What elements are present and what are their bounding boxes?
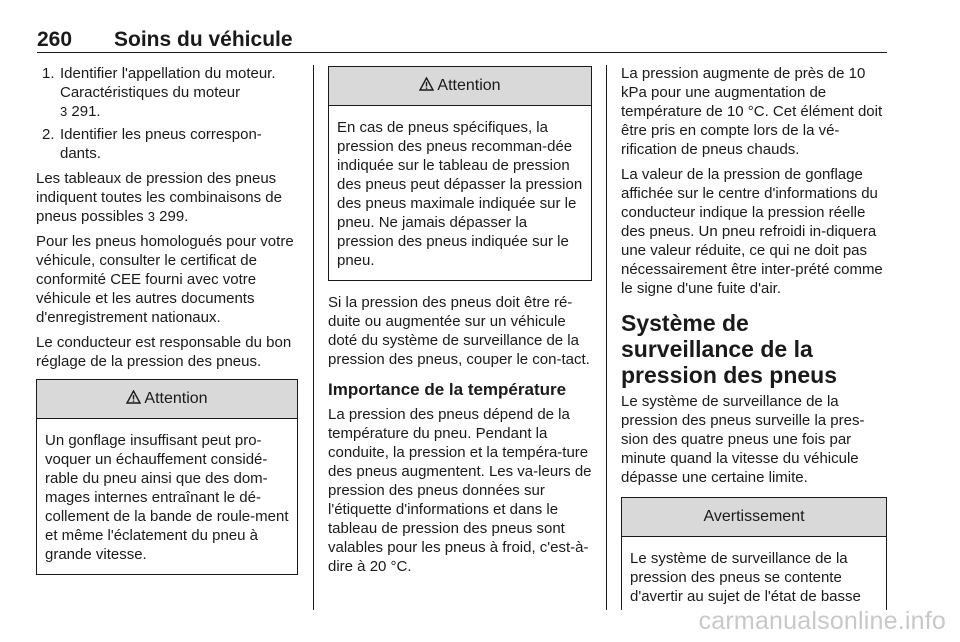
paragraph: La pression des pneus dépend de la température du pneu. Pendant la conduite, la pression et la tempéra-ture des pneus augmentent. Les va-leurs de pression des pneus données sur l'étiquette d'informations et dans le tableau de pression des pneus sont valables pour les pneus à froid, c'est-à-dire à 20 °C. xyxy=(328,406,592,575)
column-2 xyxy=(328,64,592,582)
steps-list xyxy=(36,64,298,163)
attention-box xyxy=(36,379,298,575)
paragraph: La pression augmente de près de 10 kPa pour une augmentation de température de 10 °C. Cet élément doit être pris en compte lors de la vé-rification de pneus chauds. xyxy=(621,65,883,158)
paragraph: La valeur de la pression de gonflage affichée sur le centre d'informations du conducteur indique la pression réelle des pneus. Un pneu refroidi in-diquera une valeur réduite, ce qui ne doit pas nécessairement être inter-prété comme le signe d'une fuite d'air. xyxy=(621,166,883,297)
page-ref-link[interactable]: 291. xyxy=(71,103,101,120)
column-1 xyxy=(36,64,298,587)
attention-box-body: Un gonflage insuffisant peut pro-voquer un échauffement considé-rable du pneu ainsi que des dom-mages internes entraînant le dé-collement de la bande de roule-ment et même l'éclatement du pneu à grande vitesse. xyxy=(45,432,289,563)
attention-box-header: Attention xyxy=(37,380,297,419)
avertissement-box-header: Avertissement xyxy=(622,498,886,537)
attention-box-header: Attention xyxy=(329,67,591,106)
warning-triangle-icon xyxy=(126,390,141,404)
column-divider-2 xyxy=(606,65,607,610)
paragraph: Le conducteur est responsable du bon réglage de la pression des pneus. xyxy=(36,334,292,370)
list-item: 2. Identifier les pneus correspon-dants. xyxy=(42,126,262,162)
list-item: 1. Identifier l'appellation du moteur. Caractéristiques du moteur 3 291. xyxy=(42,65,276,120)
page-ref-link[interactable]: 299. xyxy=(159,208,189,225)
avertissement-box-body: Le système de surveillance de la pression des pneus se contente d'avertir au sujet de l'état de basse xyxy=(630,550,861,605)
paragraph: Pour les pneus homologués pour votre véhicule, consulter le certificat de conformité CEE fourni avec votre véhicule et les autres documents d'enregistrement nationaux. xyxy=(36,233,294,326)
attention-box-body: En cas de pneus spécifiques, la pression des pneus recomman-dée indiquée sur le tableau de pression des pneus peut dépasser la pression des pneus maximale indiquée sur le pneu. Ne jamais dépasser la pression des pneus indiquée sur le pneu. xyxy=(337,119,583,269)
page-number: 260 xyxy=(37,28,73,51)
attention-box xyxy=(328,66,592,281)
watermark: carmanualsonline.info xyxy=(698,607,946,635)
section-heading: Système de surveillance de la pression des pneus xyxy=(621,310,838,388)
warning-triangle-icon xyxy=(419,77,434,91)
page-header xyxy=(37,28,887,52)
paragraph: Les tableaux de pression des pneus indiquent toutes les combinaisons de pneus possibles 3 299. xyxy=(36,170,282,225)
page-ref-icon: 3 xyxy=(60,104,68,119)
page-ref-icon: 3 xyxy=(147,209,155,224)
section-heading: Importance de la température xyxy=(328,380,567,399)
column-divider-1 xyxy=(313,65,314,610)
header-rule xyxy=(37,52,887,53)
paragraph: Le système de surveillance de la pression des pneus surveille la pres-sion des quatre pneus une fois par minute quand la vitesse du véhicule dépasse une certaine limite. xyxy=(621,393,865,486)
column-3 xyxy=(621,64,887,610)
paragraph: Si la pression des pneus doit être ré-duite ou augmentée sur un véhicule doté du système de surveillance de la pression des pneus, couper le con-tact. xyxy=(328,294,590,368)
avertissement-box xyxy=(621,497,887,610)
page-title: Soins du véhicule xyxy=(114,28,293,51)
